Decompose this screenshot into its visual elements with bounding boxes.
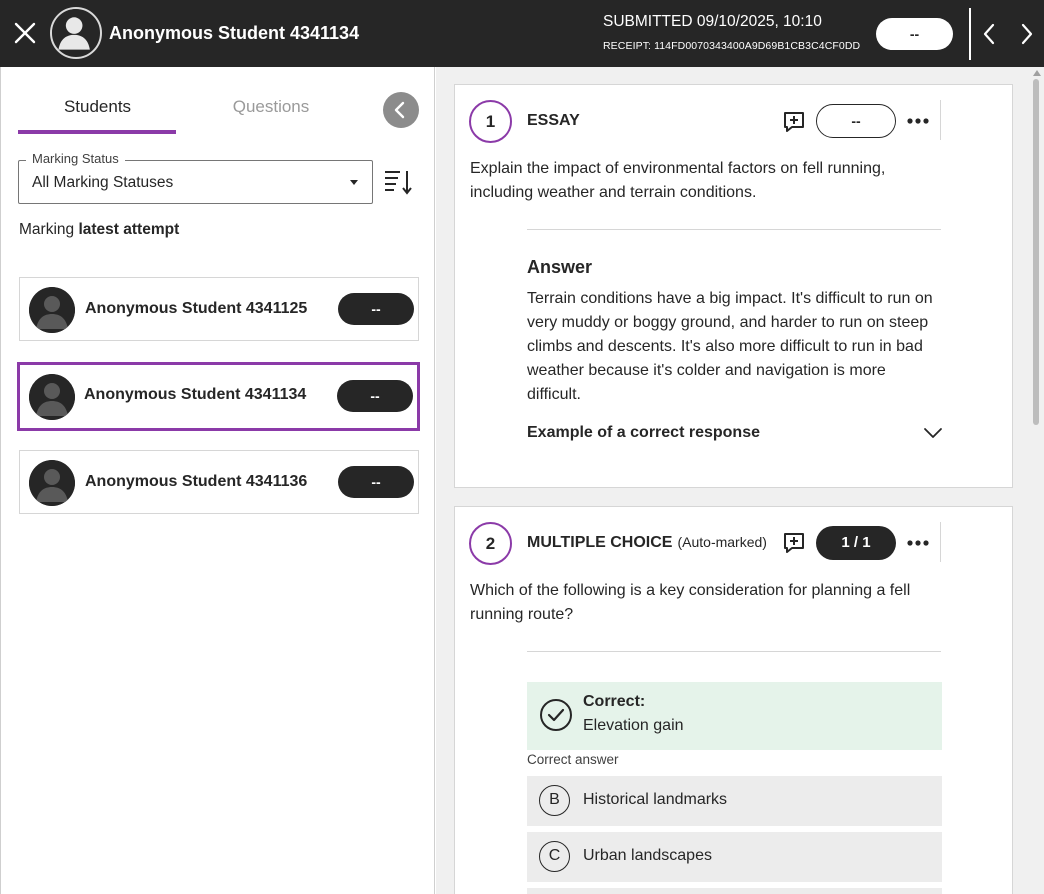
question-card-essay [454,84,1013,488]
sort-icon[interactable] [383,167,413,197]
marking-attempt-text [19,221,179,239]
submission-panel [436,67,1044,894]
option-text: Urban landscapes [583,847,712,864]
avatar-icon [52,9,100,57]
avatar [29,374,75,420]
active-tab-indicator [18,130,176,134]
option-letter: C [539,841,570,872]
example-response-label: Example of a correct response [527,424,760,441]
student-grade-badge: -- [338,293,414,325]
tab-students[interactable]: Students [63,97,132,116]
divider [940,100,941,140]
avatar [29,460,75,506]
student-grade-badge: -- [338,466,414,498]
student-name: Anonymous Student 4341125 [85,300,308,317]
check-circle-icon [539,698,573,732]
student-answer: Terrain conditions have a big impact. It's difficult to run on very muddy or boggy ground, and harder to run on steep climbs and descents. It's also more difficult to run in bad weather because it's colder and navigation is more difficult. [527,290,933,403]
avatar-icon [29,460,75,506]
submitted-timestamp: SUBMITTED 09/10/2025, 10:10 [603,13,822,30]
scroll-up-arrow-icon[interactable] [1033,70,1041,76]
correct-title: Correct: [583,693,646,710]
question-grade-button[interactable]: 1 / 1 [816,526,896,560]
divider [527,651,941,652]
option-text: Historical landmarks [583,791,728,808]
add-feedback-icon[interactable] [783,532,805,554]
student-name: Anonymous Student 4341136 [85,473,308,490]
marking-status-select[interactable] [18,160,373,204]
avatar [50,7,102,59]
marking-status-value: All Marking Statuses [32,174,174,191]
question-text: Explain the impact of environmental factors on fell running, including weather and terrain conditions. [470,160,886,201]
divider [940,522,941,562]
marking-status-label: Marking Status [26,151,125,166]
answer-option [527,832,942,882]
receipt-id: RECEIPT: 114FD0070343400A9D69B1CB3C4CF0DD [603,40,861,52]
question-card-multiple-choice [454,506,1013,894]
caret-down-icon [350,180,358,185]
question-type [527,534,767,552]
top-bar [0,0,1044,67]
auto-marked-label: (Auto-marked) [677,534,767,550]
divider [969,8,971,60]
more-options-icon[interactable] [906,113,930,129]
marking-emphasis: latest attempt [78,221,180,238]
student-title: Anonymous Student 4341134 [109,23,360,43]
students-panel [0,67,435,894]
question-number: 1 [469,100,512,143]
answer-heading: Answer [527,257,593,277]
question-text: Which of the following is a key consideration for planning a fell running route? [470,582,911,623]
question-number: 2 [469,522,512,565]
correct-response-box [527,682,942,750]
question-type-label: MULTIPLE CHOICE [527,534,673,551]
chevron-down-icon [923,426,943,440]
chevron-left-icon [383,92,419,128]
more-options-icon[interactable] [906,535,930,551]
add-feedback-icon[interactable] [783,111,805,133]
close-icon[interactable] [12,20,38,46]
student-list-item[interactable] [19,277,419,341]
avatar-icon [29,374,75,420]
chevron-right-icon[interactable] [1018,22,1036,46]
correct-value: Elevation gain [583,717,684,734]
answer-option [527,776,942,826]
chevron-left-icon[interactable] [980,22,998,46]
divider [527,229,941,230]
answer-option [527,888,942,894]
overall-grade-button[interactable]: -- [876,18,953,50]
tab-questions[interactable]: Questions [232,97,310,116]
avatar-icon [29,287,75,333]
avatar [29,287,75,333]
scrollbar-thumb[interactable] [1033,79,1039,425]
correct-answer-label: Correct answer [527,752,619,767]
student-name: Anonymous Student 4341134 [84,386,307,403]
student-grade-badge: -- [337,380,413,412]
marking-prefix: Marking [19,221,75,238]
option-letter: B [539,785,570,816]
student-list-item-selected[interactable] [17,362,420,431]
collapse-panel-button[interactable] [383,92,419,128]
question-grade-button[interactable]: -- [816,104,896,138]
student-list-item[interactable] [19,450,419,514]
question-type: ESSAY [527,112,580,129]
example-response-toggle[interactable] [527,422,943,446]
